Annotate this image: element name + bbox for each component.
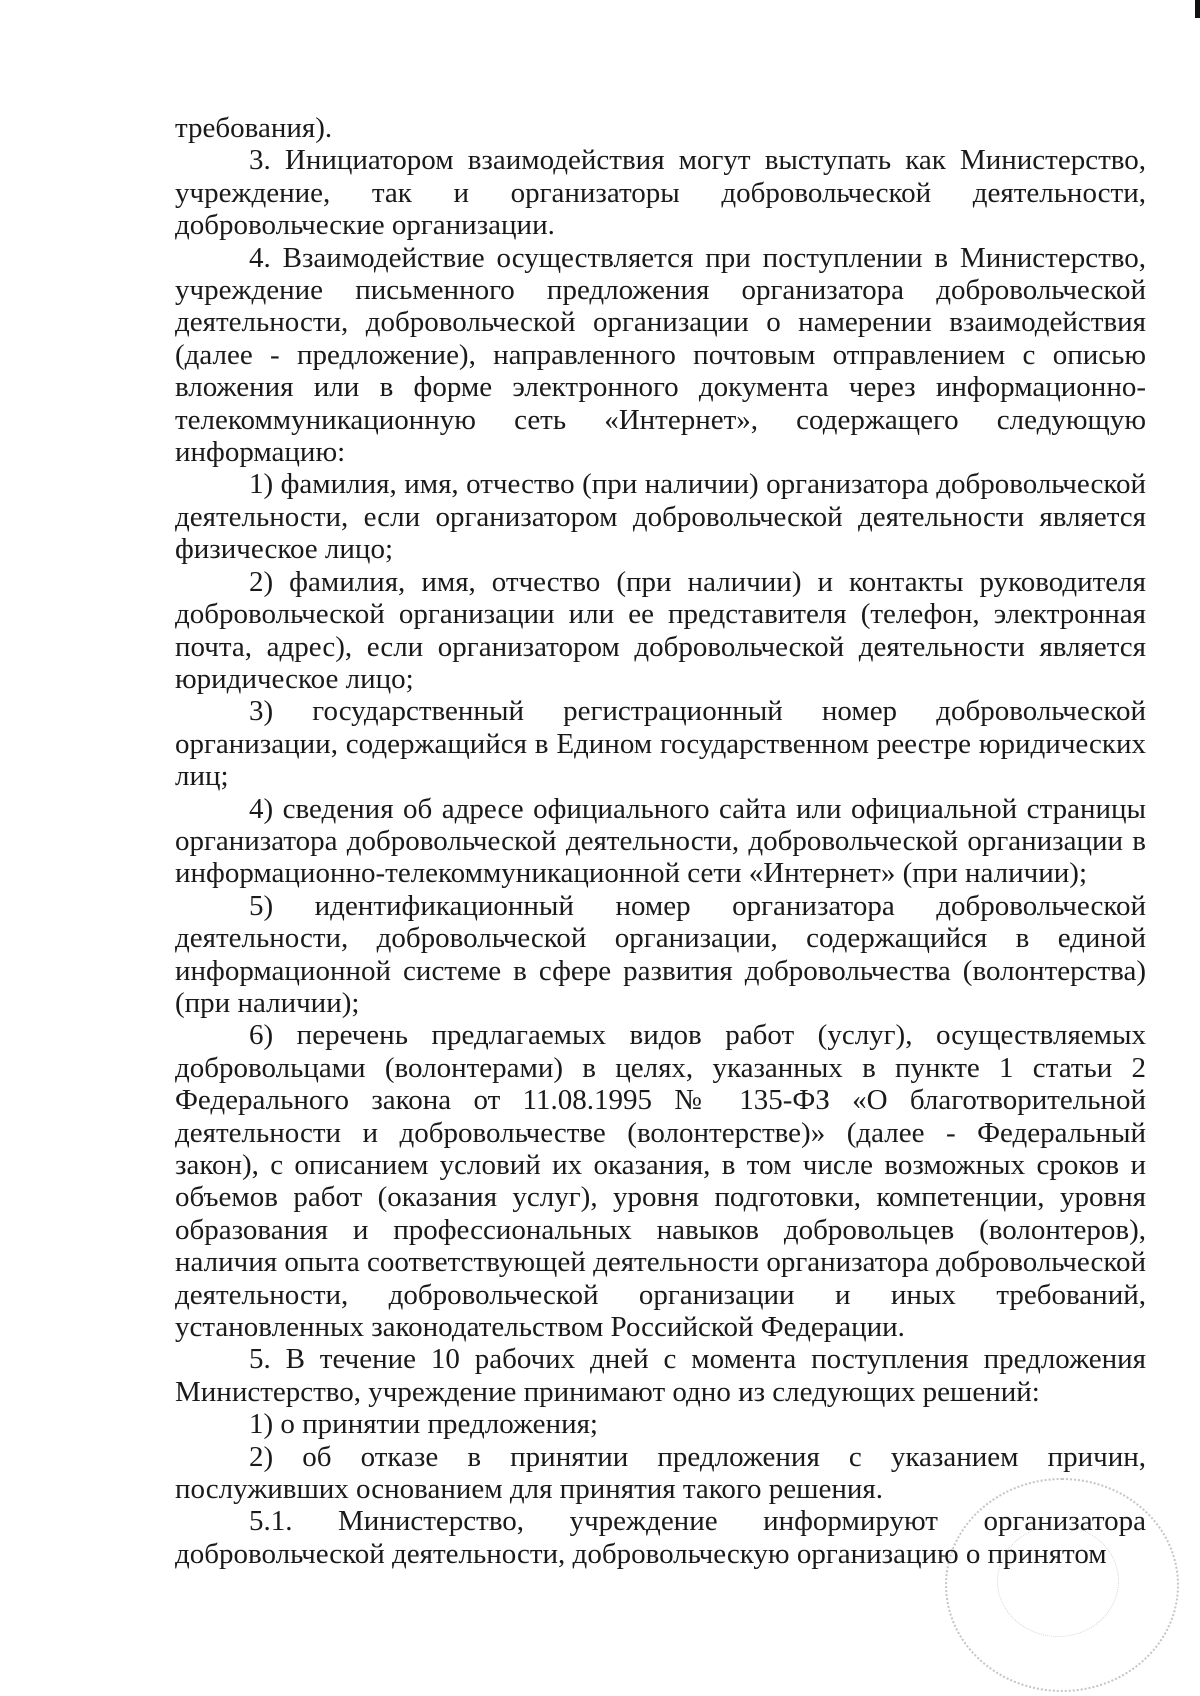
paragraph-4-item-6: 6) перечень предлагаемых видов работ (услуг), осуществляемых добровольцами (волонтерами) в целях, указанных в пункте 1 статьи 2 Федерального закона от 11.08.1995 № 135-ФЗ «О благотворительной деятельности и добровольчестве (волонтерстве)» (далее - Федеральный закон), с описанием условий их оказания, в том числе возможных сроков и объемов работ (оказания услуг), уровня подготовки, компетенции, уровня образования и профессиональных навыков добровольцев (волонтеров), наличия опыта соответствующей деятельности организатора добровольческой деятельности, добровольческой организации и иных требований, установленных законодательством Российской Федерации.	[175, 1019, 1146, 1344]
paragraph-4-item-1: 1) фамилия, имя, отчество (при наличии) организатора добровольческой деятельности, если организатором добровольческой деятельности является физическое лицо;	[175, 468, 1146, 566]
paragraph-5-item-2: 2) об отказе в принятии предложения с указанием причин, послуживших основанием для принятия такого решения.	[175, 1440, 1146, 1506]
paragraph-4-item-4: 4) сведения об адресе официального сайта или официальной страницы организатора добровольческой деятельности, добровольческой организации в информационно-телекоммуникационной сети «Интернет» (при наличии);	[175, 792, 1146, 890]
paragraph-4: 4. Взаимодействие осуществляется при поступлении в Министерство, учреждение письменного предложения организатора добровольческой деятельности, добровольческой организации о намерении взаимодействия (далее - предложение), направленного почтовым отправлением с описью вложения или в форме электронного документа через информационно-телекоммуникационную сеть «Интернет», содержащего следующую информацию:	[175, 241, 1146, 469]
paragraph-0: требования).	[175, 112, 333, 144]
paragraph-5-item-1: 1) о принятии предложения;	[249, 1408, 598, 1441]
paragraph-4-item-2: 2) фамилия, имя, отчество (при наличии) и контакты руководителя добровольческой организации или ее представителя (телефон, электронная почта, адрес), если организатором добровольческой деятельности является юридическое лицо;	[175, 565, 1146, 695]
scan-corner-mark	[1195, 0, 1200, 18]
paragraph-4-item-3: 3) государственный регистрационный номер добровольческой организации, содержащийся в Едином государственном реестре юридических лиц;	[175, 695, 1146, 793]
paragraph-5-1: 5.1. Министерство, учреждение информируют организатора добровольческой деятельности, добровольческую организацию о принятом	[175, 1505, 1146, 1570]
paragraph-4-item-5: 5) идентификационный номер организатора добровольческой деятельности, добровольческой организации, содержащийся в единой информационной системе в сфере развития добровольчества (волонтерства) (при наличии);	[175, 889, 1146, 1019]
paragraph-3: 3. Инициатором взаимодействия могут выступать как Министерство, учреждение, так и организаторы добровольческой деятельности, добровольческие организации.	[175, 144, 1146, 242]
paragraph-5: 5. В течение 10 рабочих дней с момента поступления предложения Министерство, учреждение принимают одно из следующих решений:	[175, 1343, 1146, 1408]
document-body	[175, 112, 1146, 1570]
